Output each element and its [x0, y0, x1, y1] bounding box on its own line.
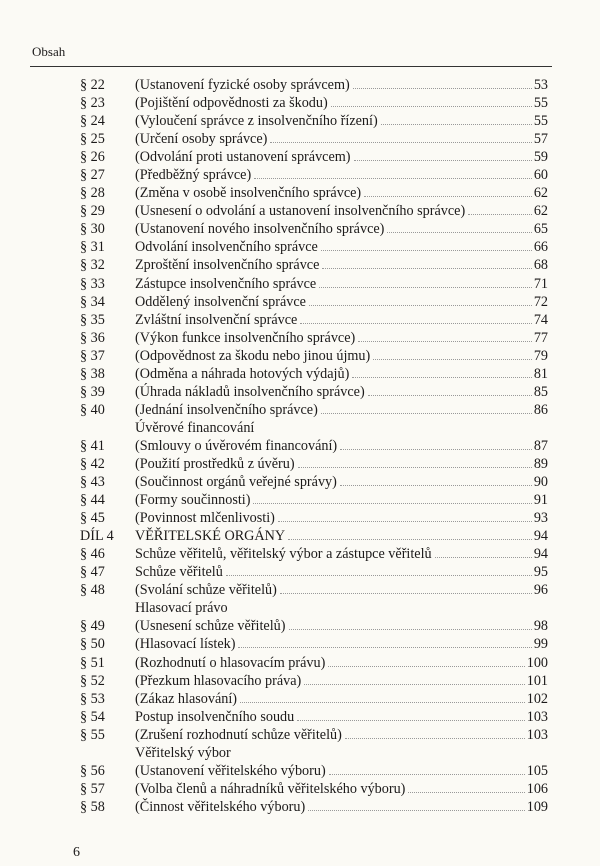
- dot-leader: [280, 593, 532, 594]
- entry-page: 53: [533, 77, 548, 93]
- entry-line: [135, 112, 548, 130]
- entry-page: 66: [533, 239, 548, 256]
- dot-leader: [331, 106, 532, 107]
- dot-leader: [321, 250, 532, 251]
- toc-entry: [0, 238, 600, 256]
- dot-leader: [340, 485, 532, 486]
- dot-leader: [364, 196, 532, 197]
- entry-title: Zvláštní insolvenční správce: [135, 311, 298, 328]
- page-number: 6: [73, 845, 80, 860]
- section-number: § 53: [80, 690, 105, 707]
- entry-line: [135, 365, 548, 383]
- toc-entry: [0, 708, 600, 726]
- entry-title: (Odvolání proti ustanovení správcem): [135, 149, 351, 166]
- toc-entry: [0, 491, 600, 509]
- toc-entry: [0, 635, 600, 653]
- entry-page: 101: [526, 672, 548, 689]
- entry-title: (Odpovědnost za škodu nebo jinou újmu): [135, 347, 371, 364]
- toc-entry: [0, 347, 600, 365]
- entry-page: 100: [526, 654, 548, 671]
- entry-title: (Ustanovení fyzické osoby správcem): [135, 77, 350, 93]
- dot-leader: [353, 88, 532, 89]
- dot-leader: [322, 268, 531, 269]
- toc-entry: [0, 148, 600, 166]
- toc-subheading: [0, 599, 600, 617]
- entry-title: (Povinnost mlčenlivosti): [135, 510, 275, 527]
- entry-page: 95: [533, 564, 548, 581]
- dot-leader: [298, 467, 532, 468]
- entry-page: 60: [533, 167, 548, 184]
- entry-title: (Určení osoby správce): [135, 131, 268, 148]
- entry-line: [135, 329, 548, 347]
- section-number: § 52: [80, 672, 105, 689]
- entry-page: 98: [533, 618, 548, 635]
- toc-entry: [0, 690, 600, 708]
- toc-entry: [0, 509, 600, 527]
- section-number: § 54: [80, 708, 105, 725]
- entry-page: 86: [533, 401, 548, 418]
- dot-leader: [340, 449, 532, 450]
- entry-title: (Usnesení o odvolání a ustanovení insolvenčního správce): [135, 203, 466, 220]
- entry-title: (Smlouvy o úvěrovém financování): [135, 437, 338, 454]
- entry-line: [135, 220, 548, 238]
- dot-leader: [381, 124, 532, 125]
- header-rule: [30, 66, 552, 67]
- section-number: § 33: [80, 275, 105, 292]
- entry-page: 71: [533, 275, 548, 292]
- toc-entry: [0, 401, 600, 419]
- toc-entry: [0, 527, 600, 545]
- entry-line: [135, 311, 548, 329]
- dot-leader: [387, 232, 531, 233]
- section-number: § 28: [80, 185, 105, 202]
- dot-leader: [358, 341, 532, 342]
- entry-title: (Předběžný správce): [135, 167, 252, 184]
- toc-entry: [0, 166, 600, 184]
- section-number: § 39: [80, 383, 105, 400]
- entry-line: [135, 491, 548, 509]
- entry-line: [135, 130, 548, 148]
- section-number: § 36: [80, 329, 105, 346]
- entry-line: [135, 383, 548, 401]
- entry-title: (Zákaz hlasování): [135, 690, 238, 707]
- entry-title: (Usnesení schůze věřitelů): [135, 618, 286, 635]
- entry-line: [135, 76, 548, 94]
- entry-line: [135, 744, 548, 762]
- toc-entry: [0, 184, 600, 202]
- section-number: § 41: [80, 437, 105, 454]
- section-number: § 44: [80, 492, 105, 509]
- entry-page: 94: [533, 546, 548, 563]
- entry-page: 62: [533, 203, 548, 220]
- toc-entry: [0, 275, 600, 293]
- entry-line: [135, 455, 548, 473]
- dot-leader: [270, 142, 531, 143]
- entry-title: VĚŘITELSKÉ ORGÁNY: [135, 528, 286, 545]
- dot-leader: [254, 178, 532, 179]
- entry-title: (Výkon funkce insolvenčního správce): [135, 329, 356, 346]
- entry-title: (Zrušení rozhodnutí schůze věřitelů): [135, 726, 342, 743]
- entry-page: 81: [533, 365, 548, 382]
- toc-entry: [0, 311, 600, 329]
- entry-line: [135, 401, 548, 419]
- toc-entry: [0, 202, 600, 220]
- toc-entry: [0, 654, 600, 672]
- entry-title: Schůze věřitelů: [135, 564, 223, 581]
- dot-leader: [329, 774, 525, 775]
- entry-title: (Přezkum hlasovacího práva): [135, 672, 302, 689]
- entry-title: Odvolání insolvenčního správce: [135, 239, 318, 256]
- section-number: § 34: [80, 293, 105, 310]
- entry-page: 106: [526, 780, 548, 797]
- section-number: § 37: [80, 347, 105, 364]
- entry-title: Postup insolvenčního soudu: [135, 708, 295, 725]
- entry-line: [135, 726, 548, 744]
- entry-page: 93: [533, 510, 548, 527]
- toc-entry: [0, 473, 600, 491]
- entry-page: 85: [533, 383, 548, 400]
- entry-page: 72: [533, 293, 548, 310]
- entry-line: [135, 599, 548, 617]
- section-number: § 43: [80, 474, 105, 491]
- entry-title: (Odměna a náhrada hotových výdajů): [135, 365, 350, 382]
- entry-line: [135, 672, 548, 690]
- dot-leader: [368, 395, 532, 396]
- entry-line: [135, 94, 548, 112]
- entry-page: 68: [533, 257, 548, 274]
- section-number: § 42: [80, 455, 105, 472]
- toc-entry: [0, 581, 600, 599]
- toc-entry: [0, 94, 600, 112]
- entry-page: 79: [533, 347, 548, 364]
- entry-line: [135, 347, 548, 365]
- entry-line: [135, 563, 548, 581]
- table-of-contents: [0, 76, 600, 816]
- toc-entry: [0, 455, 600, 473]
- section-number: § 26: [80, 149, 105, 166]
- toc-entry: [0, 762, 600, 780]
- entry-title: (Svolání schůze věřitelů): [135, 582, 277, 599]
- entry-line: [135, 617, 548, 635]
- entry-page: 77: [533, 329, 548, 346]
- toc-entry: [0, 76, 600, 94]
- entry-line: [135, 437, 548, 455]
- toc-entry: [0, 672, 600, 690]
- section-number: § 35: [80, 311, 105, 328]
- dot-leader: [289, 629, 532, 630]
- entry-title: Úvěrové financování: [135, 419, 255, 436]
- entry-page: 102: [526, 690, 548, 707]
- entry-page: 89: [533, 455, 548, 472]
- toc-entry: [0, 112, 600, 130]
- entry-line: [135, 166, 548, 184]
- section-number: § 58: [80, 798, 105, 815]
- entry-page: 55: [533, 113, 548, 130]
- entry-title: (Volba členů a náhradníků věřitelského výboru): [135, 780, 406, 797]
- dot-leader: [321, 413, 532, 414]
- entry-page: 99: [533, 636, 548, 653]
- entry-page: 87: [533, 437, 548, 454]
- entry-line: [135, 419, 548, 437]
- section-number: § 49: [80, 618, 105, 635]
- entry-page: 91: [533, 492, 548, 509]
- entry-page: 55: [533, 95, 548, 112]
- section-number: § 32: [80, 257, 105, 274]
- entry-title: (Součinnost orgánů veřejné správy): [135, 474, 337, 491]
- entry-title: Schůze věřitelů, věřitelský výbor a zástupce věřitelů: [135, 546, 432, 563]
- entry-line: [135, 545, 548, 563]
- entry-title: (Vyloučení správce z insolvenčního řízení): [135, 113, 378, 130]
- toc-entry: [0, 726, 600, 744]
- toc-entry: [0, 130, 600, 148]
- entry-line: [135, 581, 548, 599]
- section-number: § 46: [80, 546, 105, 563]
- section-number: § 31: [80, 239, 105, 256]
- toc-entry: [0, 798, 600, 816]
- section-number: § 27: [80, 167, 105, 184]
- dot-leader: [345, 738, 525, 739]
- entry-line: [135, 780, 548, 798]
- section-number: § 29: [80, 203, 105, 220]
- toc-entry: [0, 220, 600, 238]
- entry-page: 90: [533, 474, 548, 491]
- entry-page: 105: [526, 762, 548, 779]
- entry-title: Oddělený insolvenční správce: [135, 293, 306, 310]
- section-number: § 55: [80, 726, 105, 743]
- entry-page: 103: [526, 708, 548, 725]
- dot-leader: [435, 557, 532, 558]
- section-number: § 38: [80, 365, 105, 382]
- entry-page: 103: [526, 726, 548, 743]
- entry-title: Věřitelský výbor: [135, 744, 231, 761]
- dot-leader: [278, 521, 532, 522]
- entry-title: (Hlasovací lístek): [135, 636, 236, 653]
- dot-leader: [352, 377, 532, 378]
- entry-page: 109: [526, 798, 548, 815]
- dot-leader: [240, 702, 525, 703]
- section-number: § 56: [80, 762, 105, 779]
- entry-line: [135, 527, 548, 545]
- dot-leader: [253, 503, 531, 504]
- entry-title: Zproštění insolvenčního správce: [135, 257, 320, 274]
- entry-line: [135, 762, 548, 780]
- dot-leader: [304, 684, 524, 685]
- entry-line: [135, 238, 548, 256]
- entry-page: 96: [533, 582, 548, 599]
- entry-title: (Ustanovení věřitelského výboru): [135, 762, 326, 779]
- entry-line: [135, 635, 548, 653]
- entry-title: (Ustanovení nového insolvenčního správce): [135, 221, 385, 238]
- dot-leader: [308, 810, 524, 811]
- entry-line: [135, 798, 548, 816]
- entry-page: 57: [533, 131, 548, 148]
- entry-page: 62: [533, 185, 548, 202]
- toc-subheading: [0, 419, 600, 437]
- section-number: § 25: [80, 131, 105, 148]
- entry-title: (Formy součinnosti): [135, 492, 251, 509]
- entry-title: Zástupce insolvenčního správce: [135, 275, 317, 292]
- toc-entry: [0, 617, 600, 635]
- toc-entry: [0, 293, 600, 311]
- entry-title: (Úhrada nákladů insolvenčního správce): [135, 383, 365, 400]
- entry-line: [135, 202, 548, 220]
- section-number: § 24: [80, 113, 105, 130]
- entry-title: (Pojištění odpovědnosti za škodu): [135, 95, 328, 112]
- section-number: § 23: [80, 95, 105, 112]
- toc-entry: [0, 545, 600, 563]
- entry-line: [135, 256, 548, 274]
- section-number: § 50: [80, 636, 105, 653]
- entry-title: (Činnost věřitelského výboru): [135, 798, 306, 815]
- section-number: § 51: [80, 654, 105, 671]
- section-number: § 57: [80, 780, 105, 797]
- entry-line: [135, 690, 548, 708]
- entry-line: [135, 654, 548, 672]
- dot-leader: [238, 647, 531, 648]
- entry-page: 94: [533, 528, 548, 545]
- entry-title: (Rozhodnutí o hlasovacím právu): [135, 654, 326, 671]
- toc-entry: [0, 780, 600, 798]
- dot-leader: [354, 160, 532, 161]
- section-number: § 30: [80, 221, 105, 238]
- toc-entry: [0, 437, 600, 455]
- entry-page: 74: [533, 311, 548, 328]
- entry-title: (Použití prostředků z úvěru): [135, 455, 295, 472]
- entry-page: 65: [533, 221, 548, 238]
- entry-line: [135, 708, 548, 726]
- section-number: § 45: [80, 510, 105, 527]
- toc-entry: [0, 329, 600, 347]
- dot-leader: [226, 575, 532, 576]
- entry-line: [135, 275, 548, 293]
- dot-leader: [408, 792, 524, 793]
- toc-entry: [0, 383, 600, 401]
- entry-line: [135, 473, 548, 491]
- section-number: § 40: [80, 401, 105, 418]
- section-number: § 48: [80, 582, 105, 599]
- dot-leader: [319, 287, 532, 288]
- dot-leader: [373, 359, 532, 360]
- entry-line: [135, 184, 548, 202]
- dot-leader: [309, 305, 532, 306]
- dot-leader: [468, 214, 532, 215]
- entry-title: (Jednání insolvenčního správce): [135, 401, 318, 418]
- entry-line: [135, 509, 548, 527]
- running-header: Obsah: [32, 44, 66, 59]
- dot-leader: [288, 539, 532, 540]
- section-number: § 47: [80, 564, 105, 581]
- section-number: DÍL 4: [80, 528, 114, 545]
- entry-line: [135, 293, 548, 311]
- entry-title: (Změna v osobě insolvenčního správce): [135, 185, 362, 202]
- entry-title: Hlasovací právo: [135, 600, 228, 617]
- dot-leader: [297, 720, 524, 721]
- entry-line: [135, 148, 548, 166]
- toc-entry: [0, 256, 600, 274]
- entry-page: 59: [533, 149, 548, 166]
- section-number: § 22: [80, 77, 105, 93]
- toc-subheading: [0, 744, 600, 762]
- toc-entry: [0, 563, 600, 581]
- toc-entry: [0, 365, 600, 383]
- dot-leader: [300, 323, 531, 324]
- dot-leader: [328, 666, 524, 667]
